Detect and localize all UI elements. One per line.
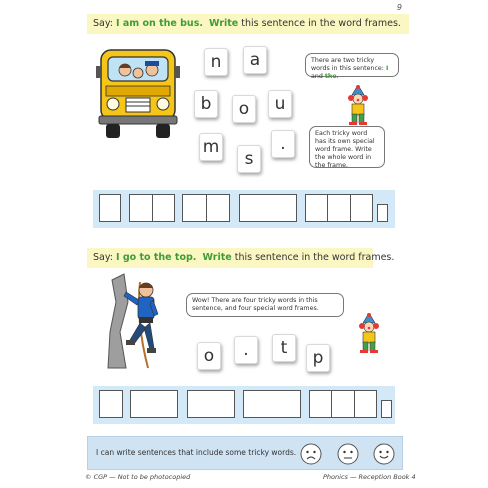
letter-tile[interactable]: b	[194, 90, 218, 118]
word-frames-row-2	[93, 386, 395, 424]
word-frame-bus[interactable]	[305, 194, 373, 222]
word-frames-row-1	[93, 190, 395, 228]
tricky-word-2: the	[324, 73, 337, 80]
full-stop-frame[interactable]	[377, 204, 388, 222]
sentence-text: I go to the top.	[116, 252, 197, 263]
climbing-boy-illustration	[106, 272, 164, 370]
letter-tile[interactable]: n	[204, 48, 228, 76]
word-frame-i[interactable]	[99, 390, 123, 418]
word-frame-the[interactable]	[243, 390, 301, 418]
write-label: Write	[209, 18, 239, 29]
instruction-rest: this sentence in the word frames.	[234, 252, 395, 263]
word-frame-go[interactable]	[130, 390, 178, 418]
word-frame-on[interactable]	[182, 194, 230, 222]
letter-tile[interactable]: .	[234, 336, 258, 364]
neutral-face-icon[interactable]	[337, 443, 359, 465]
say-label: Say:	[93, 252, 113, 263]
letter-tile[interactable]: o	[197, 342, 221, 370]
tricky-word-1: I	[385, 65, 389, 72]
speech-bubble-top	[305, 53, 399, 80]
letter-tile[interactable]: p	[306, 344, 330, 372]
sentence-text: I am on the bus.	[116, 18, 203, 29]
word-frame-the[interactable]	[239, 194, 297, 222]
instruction-1	[87, 14, 409, 34]
instruction-2	[87, 248, 395, 268]
footer-book-title: Phonics — Reception Book 4	[323, 473, 416, 481]
sad-face-icon[interactable]	[300, 443, 322, 465]
happy-face-icon[interactable]	[373, 443, 395, 465]
letter-tile[interactable]: a	[243, 46, 267, 74]
clown-character-icon	[357, 313, 381, 353]
bubble-end: .	[336, 73, 339, 80]
school-bus-illustration	[96, 44, 182, 140]
word-frame-i[interactable]	[99, 194, 121, 222]
letter-tile[interactable]: o	[232, 95, 256, 123]
instruction-rest: this sentence in the word frames.	[241, 18, 401, 29]
full-stop-frame[interactable]	[381, 400, 392, 418]
letter-tile[interactable]: u	[268, 90, 292, 118]
page-number: 9	[396, 3, 402, 12]
say-label: Say:	[93, 18, 113, 29]
word-frame-am[interactable]	[129, 194, 175, 222]
word-frame-top[interactable]	[309, 390, 377, 418]
letter-tile[interactable]: t	[272, 334, 296, 362]
speech-bubble-wow: Wow! There are four tricky words in this sentence, and four special word frames.	[186, 293, 344, 317]
letter-tile[interactable]: s	[237, 145, 261, 173]
bubble-text: There are two tricky words in this sentence:	[311, 57, 384, 72]
write-label: Write	[202, 252, 232, 263]
speech-bubble-hint: Each tricky word has its own special word frame. Write the whole word in the frame.	[309, 126, 385, 168]
bubble-and: and	[311, 73, 323, 80]
clown-character-icon	[346, 85, 370, 125]
word-frame-to[interactable]	[187, 390, 235, 418]
self-assessment-text: I can write sentences that include some tricky words.	[96, 448, 297, 457]
self-assessment-box	[87, 436, 403, 470]
letter-tile[interactable]: m	[199, 133, 223, 161]
footer-copyright: © CGP — Not to be photocopied	[85, 473, 191, 481]
letter-tile[interactable]: .	[271, 130, 295, 158]
